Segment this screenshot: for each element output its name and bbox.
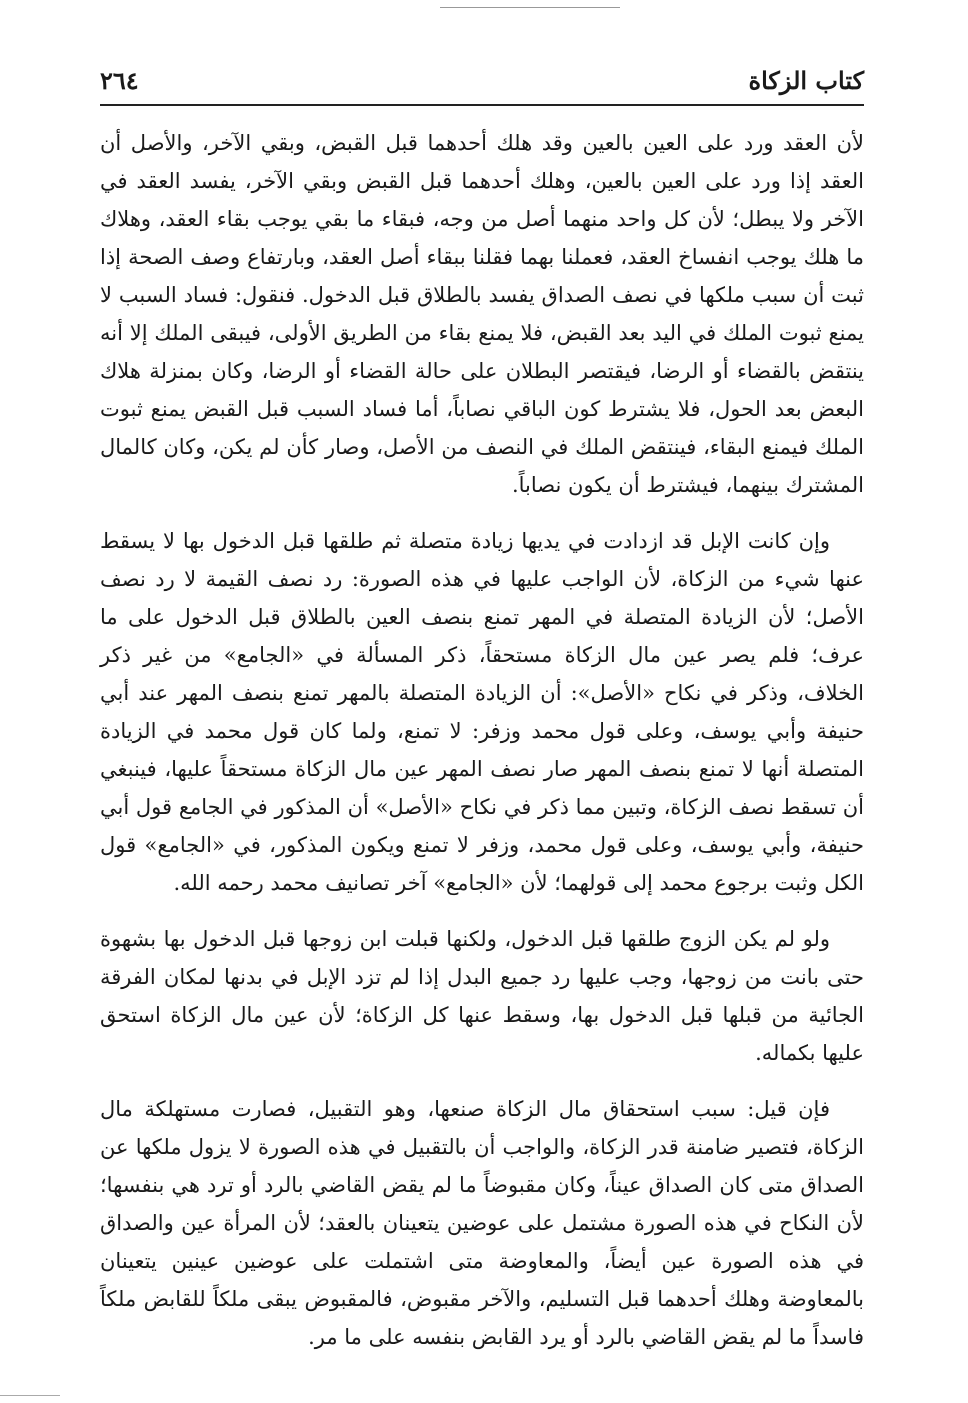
paragraph-2: وإن كانت الإبل قد ازدادت في يديها زيادة متصلة ثم طلقها قبل الدخول بها لا يسقط عنها شيء من الزكاة، لأن الواجب عليها في هذه الصورة: رد نصف القيمة لا رد نصف الأصل؛ لأن الزيادة المتصلة في المهر تمنع بنصف العين بالطلاق قبل الدخول على ما عرف؛ فلم يصر عين مال الزكاة مستحقاً، ذكر المسألة في «الجامع» من غير ذكر الخلاف، وذكر في نكاح «الأصل»: أن الزيادة المتصلة بالمهر تمنع بنصف المهر عند أبي حنيفة وأبي يوسف، وعلى قول محمد وزفر: لا تمنع، ولما كان قول محمد في الزيادة المتصلة أنها لا تمنع بنصف المهر صار نصف المهر عين مال الزكاة مستحقاً عليها، فينبغي أن تسقط نصف الزكاة، وتبين مما ذكر في نكاح «الأصل» أن المذكور في الجامع قول أبي حنيفة، وأبي يوسف، وعلى قول محمد، وزفر لا تمنع ويكون المذكور، في «الجامع» قول الكل وثبت برجوع محمد إلى قولهما؛ لأن «الجامع» آخر تصانيف محمد رحمه الله.	[100, 529, 864, 895]
paragraph-1: لأن العقد ورد على العين بالعين وقد هلك أحدهما قبل القبض، وبقي الآخر، والأصل أن العقد إذا ورد على العين بالعين، وهلك أحدهما قبل القبض وبقي الآخر، يفسد العقد في الآخر ولا يبطل؛ لأن كل واحد منهما أصل من وجه، فبقاء ما بقي يوجب بقاء العقد، وهلاك ما هلك يوجب انفساخ العقد، فعملنا بهما فقلنا ببقاء أصل العقد، وبارتفاع وصف الصحة إذا ثبت أن سبب ملكها في نصف الصداق يفسد بالطلاق قبل الدخول. فنقول: فساد السبب لا يمنع ثبوت الملك في اليد بعد القبض، فلا يمنع بقاء من الطريق الأولى، فيبقى الملك إلا أنه ينتقض بالقضاء أو الرضا، فيقتصر البطلان على حالة القضاء أو الرضا، وكان بمنزلة هلاك البعض بعد الحول، فلا يشترط كون الباقي نصاباً، أما فساد السبب قبل القبض يمنع ثبوت الملك فيمنع البقاء، فينتقض الملك في النصف من الأصل، وصار كأن لم يكن، وكان كالمال المشترك بينهما، فيشترط أن يكون نصاباً.	[100, 131, 864, 497]
paragraph-3: ولو لم يكن الزوج طلقها قبل الدخول، ولكنها قبلت ابن زوجها قبل الدخول بها بشهوة حتى بانت من زوجها، وجب عليها رد جميع البدل إذا لم تزد الإبل في بدنها لمكان الفرقة الجائية من قبلها قبل الدخول بها، وسقط عنها كل الزكاة؛ لأن عين مال الزكاة استحق عليها بكماله.	[100, 927, 864, 1065]
bottom-rule	[0, 1395, 60, 1396]
top-rule	[440, 7, 620, 8]
page-number: ٢٦٤	[100, 66, 139, 95]
book-title: كتاب الزكاة	[748, 66, 864, 95]
paragraph-4: فإن قيل: سبب استحقاق مال الزكاة صنعها، وهو التقبيل، فصارت مستهلكة مال الزكاة، فتصير ضامنة قدر الزكاة، والواجب أن بالتقبيل في هذه الصورة لا يزول ملكها عن الصداق متى كان الصداق عيناً، وكان مقبوضاً ما لم يقض القاضي بالرد أو ترد هي بنفسها؛ لأن النكاح في هذه الصورة مشتمل على عوضين يتعينان بالعقد؛ لأن المرأة عين والصداق في هذه الصورة عين أيضاً، والمعاوضة متى اشتملت على عوضين عينين يتعينان بالمعاوضة وهلك أحدهما قبل التسليم، والآخر مقبوض، فالمقبوض يبقى ملكاً للقابض ملكاً فاسداً ما لم يقض القاضي بالرد أو يرد القابض بنفسه على ما مر.	[100, 1097, 864, 1349]
page-body	[100, 124, 864, 1374]
page-header	[100, 64, 864, 106]
